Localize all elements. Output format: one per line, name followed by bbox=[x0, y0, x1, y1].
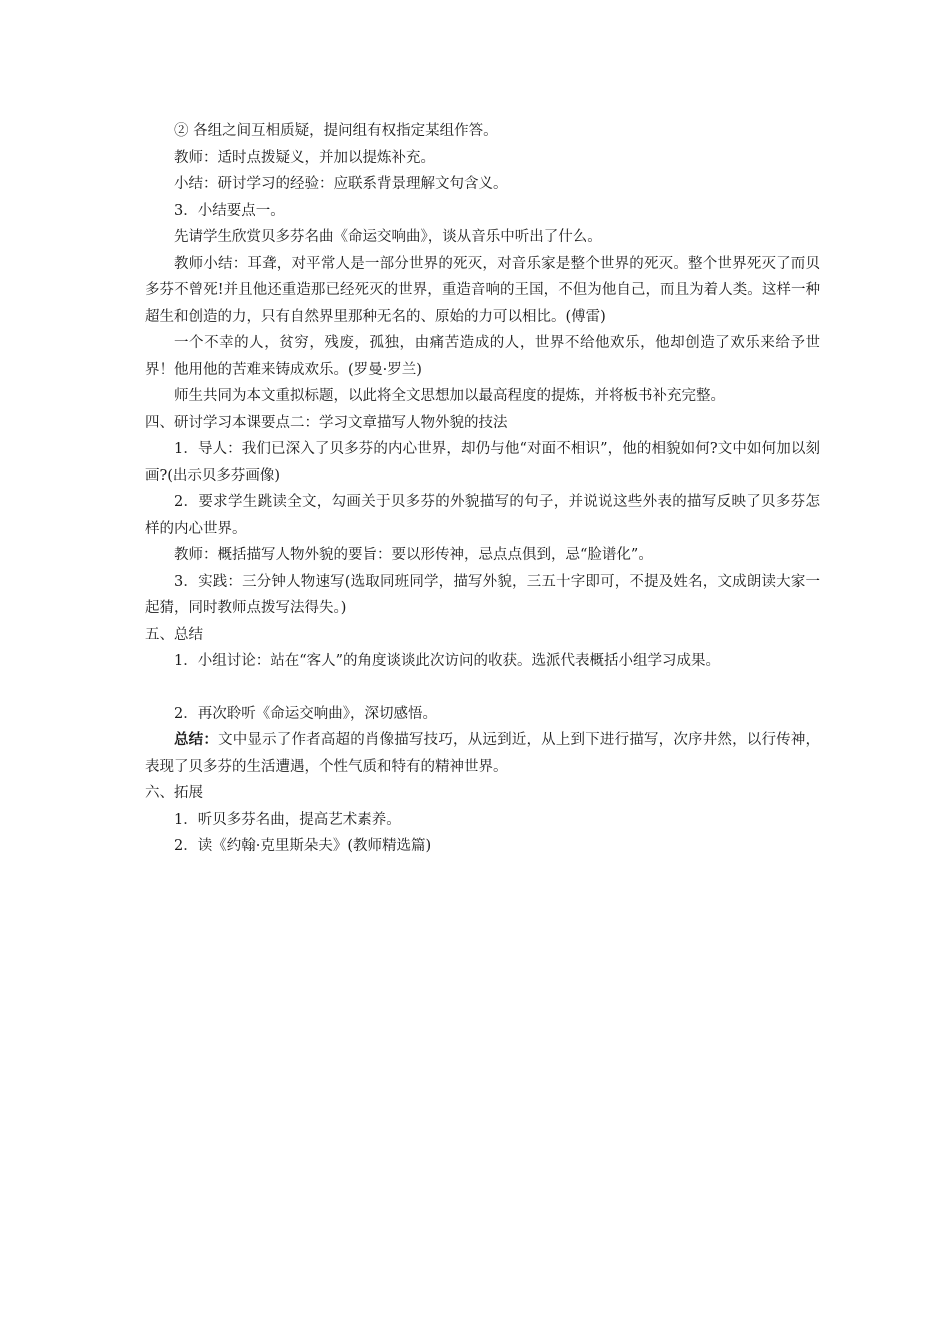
summary-label: 总结： bbox=[174, 731, 219, 748]
blank-line bbox=[145, 675, 820, 701]
paragraph: 2．读《约翰·克里斯朵夫》(教师精选篇) bbox=[174, 838, 432, 854]
paragraph: 2．再次聆听《命运交响曲》，深切感悟。 bbox=[174, 705, 437, 722]
paragraph: 师生共同为本文重拟标题，以此将全文思想加以最高程度的提炼，并将板书补充完整。 bbox=[174, 388, 725, 404]
paragraph: 先请学生欣赏贝多芬名曲《命运交响曲》，谈从音乐中听出了什么。 bbox=[174, 229, 602, 245]
document-body bbox=[145, 118, 820, 860]
paragraph: 1．小组讨论：站在“客人”的角度谈谈此次访问的收获。选派代表概括小组学习成果。 bbox=[174, 653, 721, 669]
paragraph: 3．小结要点一。 bbox=[174, 202, 285, 219]
paragraph: 一个不幸的人，贫穷，残废，孤独，由痛苦造成的人，世界不给他欢乐，他却创造了欢乐来给予世界！他用他的苦难来铸成欢乐。(罗曼·罗兰) bbox=[145, 335, 820, 378]
paragraph: 小结：研讨学习的经验：应联系背景理解文句含义。 bbox=[174, 176, 508, 192]
paragraph: 1．导人：我们已深入了贝多芬的内心世界，却仍与他“对面不相识”，他的相貌如何?文中如何加以刻画?(出示贝多芬画像) bbox=[145, 441, 820, 484]
paragraph: 教师：概括描写人物外貌的要旨：要以形传神，忌点点俱到，忌“脸谱化”。 bbox=[174, 547, 653, 563]
paragraph: ② 各组之间互相质疑，提问组有权指定某组作答。 bbox=[174, 123, 498, 139]
summary-paragraph bbox=[145, 727, 820, 780]
paragraph: 1．听贝多芬名曲，提高艺术素养。 bbox=[174, 811, 401, 828]
section-heading: 四、研讨学习本课要点二：学习文章描写人物外貌的技法 bbox=[145, 414, 508, 431]
paragraph: 教师小结：耳聋，对平常人是一部分世界的死灭，对音乐家是整个世界的死灭。整个世界死灭了而贝多芬不曾死!并且他还重造那已经死灭的世界，重造音响的王国，不但为他自己，而且为着人类。这样一种超生和创造的力，只有自然界里那种无名的、原始的力可以相比。(傅雷) bbox=[145, 255, 820, 325]
summary-text: 文中显示了作者高超的肖像描写技巧，从远到近，从上到下进行描写，次序井然，以行传神，表现了贝多芬的生活遭遇，个性气质和特有的精神世界。 bbox=[145, 732, 821, 775]
paragraph: 2．要求学生跳读全文，勾画关于贝多芬的外貌描写的句子，并说说这些外表的描写反映了贝多芬怎样的内心世界。 bbox=[145, 494, 820, 537]
section-heading: 五、总结 bbox=[145, 626, 203, 643]
paragraph: 3．实践：三分钟人物速写(选取同班同学，描写外貌，三五十字即可，不提及姓名，文成朗读大家一起猜，同时教师点拨写法得失。) bbox=[145, 573, 820, 616]
section-heading: 六、拓展 bbox=[145, 785, 203, 801]
paragraph: 教师：适时点拨疑义，并加以提炼补充。 bbox=[174, 149, 435, 166]
